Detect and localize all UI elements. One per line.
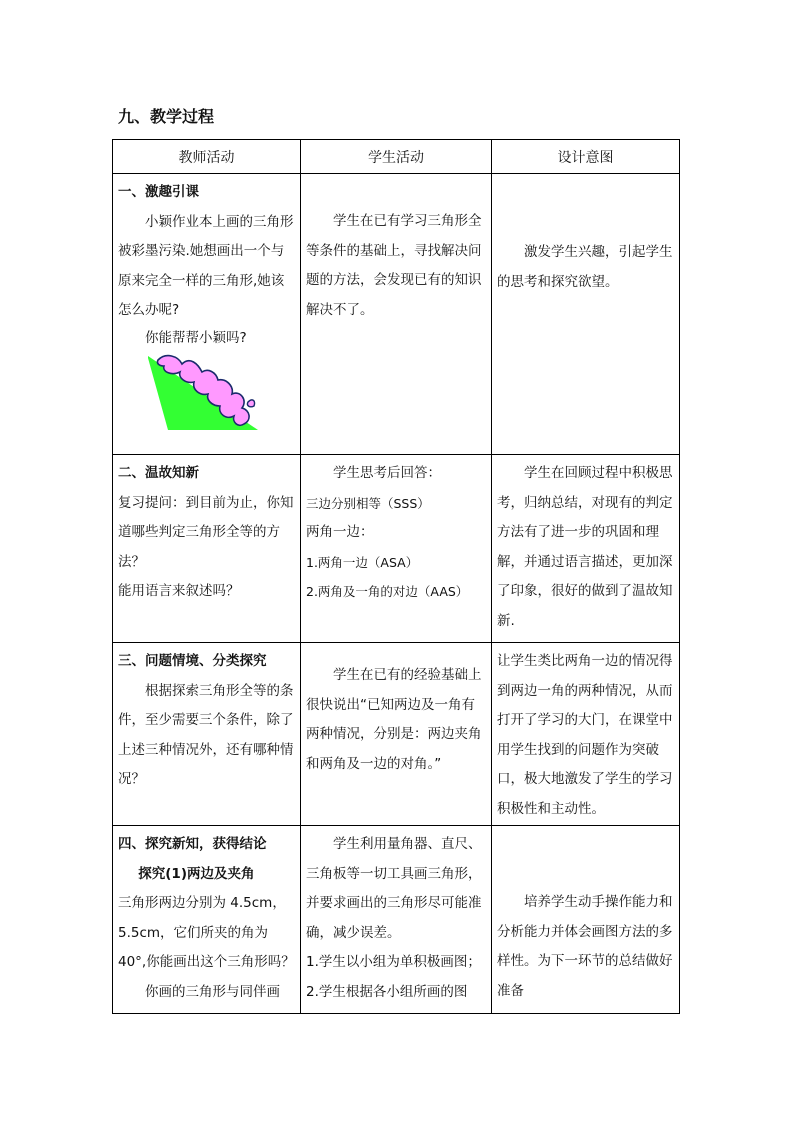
teacher-cell — [113, 643, 301, 826]
student-text: 学生利用量角器、直尺、三角板等一切工具画三角形，并要求画出的三角形尽可能准确，减少误差。 — [306, 836, 482, 941]
student-text: 学生在已有的经验基础上很快说出“已知两边及一角有两种情况，分别是：两边夹角和两角及一边的对角。” — [306, 667, 482, 772]
student-text: 1.两角一边（ASA） — [306, 554, 419, 570]
student-text: 2.学生根据各小组所画的图 — [306, 983, 468, 1000]
teaching-process-table — [112, 139, 680, 1014]
student-text: 两角一边： — [306, 524, 374, 540]
teacher-question: 你能帮帮小颖吗? — [145, 329, 247, 346]
header-student-activity: 学生活动 — [301, 140, 492, 174]
teacher-cell — [113, 455, 301, 643]
section-title: 九、教学过程 — [118, 107, 215, 126]
intent-cell — [492, 455, 680, 643]
intent-text: 激发学生兴趣，引起学生的思考和探究欲望。 — [497, 244, 673, 290]
intent-text: 学生在回顾过程中积极思考，归纳总结，对现有的判定方法有了进一步的巩固和理解，并通过语言描述，更加深了印象，很好的做到了温故知新. — [497, 465, 673, 629]
intent-cell — [492, 174, 680, 455]
student-cell — [301, 826, 492, 1014]
header-teacher-activity: 教师活动 — [113, 140, 301, 174]
ink-splash — [247, 399, 254, 406]
student-cell — [301, 174, 492, 455]
header-design-intent: 设计意图 — [492, 140, 680, 174]
student-cell — [301, 643, 492, 826]
table-row — [113, 455, 680, 643]
ink-stained-triangle-image — [146, 350, 258, 432]
student-text: 学生在已有学习三角形全等条件的基础上，寻找解决问题的方法，会发现已有的知识解决不了。 — [306, 213, 482, 318]
table-header-row — [113, 140, 680, 174]
student-text: 三边分别相等（SSS） — [306, 495, 430, 511]
teacher-text: 复习提问：到目前为止，你知道哪些判定三角形全等的方法？ — [118, 494, 294, 570]
stage-heading: 一、激趣引课 — [118, 184, 199, 200]
student-cell — [301, 455, 492, 643]
teacher-text: 三角形两边分别为 4.5cm，5.5cm，它们所夹的角为 40°,你能画出这个三角形吗？ — [118, 895, 295, 970]
student-text: 2.两角及一角的对边（AAS） — [306, 584, 469, 599]
teacher-text: 能用语言来叙述吗？ — [118, 583, 240, 599]
stage-subheading: 探究(1)两边及夹角 — [138, 865, 255, 882]
intent-text: 让学生类比两角一边的情况得到两边一角的两种情况，从而打开了学习的大门，在课堂中用学生找到的问题作为突破口，极大地激发了学生的学习积极性和主动性。 — [497, 653, 673, 817]
teacher-text: 根据探索三角形全等的条件，至少需要三个条件，除了上述三种情况外，还有哪种情况？ — [118, 682, 294, 787]
teacher-cell — [113, 826, 301, 1014]
table-row — [113, 826, 680, 1014]
student-text: 学生思考后回答： — [333, 465, 441, 481]
teacher-cell — [113, 174, 301, 455]
table-row — [113, 643, 680, 826]
intent-cell — [492, 826, 680, 1014]
student-text: 1.学生以小组为单积极画图； — [306, 954, 481, 970]
stage-heading: 二、温故知新 — [118, 465, 199, 481]
stage-heading: 四、探究新知，获得结论 — [118, 836, 267, 852]
teacher-text: 你画的三角形与同伴画 — [145, 983, 280, 1000]
table-row — [113, 174, 680, 455]
intent-text: 培养学生动手操作能力和分析能力并体会画图方法的多样性。为下一环节的总结做好准备 — [497, 894, 673, 999]
intent-cell — [492, 643, 680, 826]
teacher-text: 小颖作业本上画的三角形被彩墨污染.她想画出一个与原来完全一样的三角形,她该怎么办呢? — [118, 213, 294, 318]
stage-heading: 三、问题情境、分类探究 — [118, 653, 267, 669]
